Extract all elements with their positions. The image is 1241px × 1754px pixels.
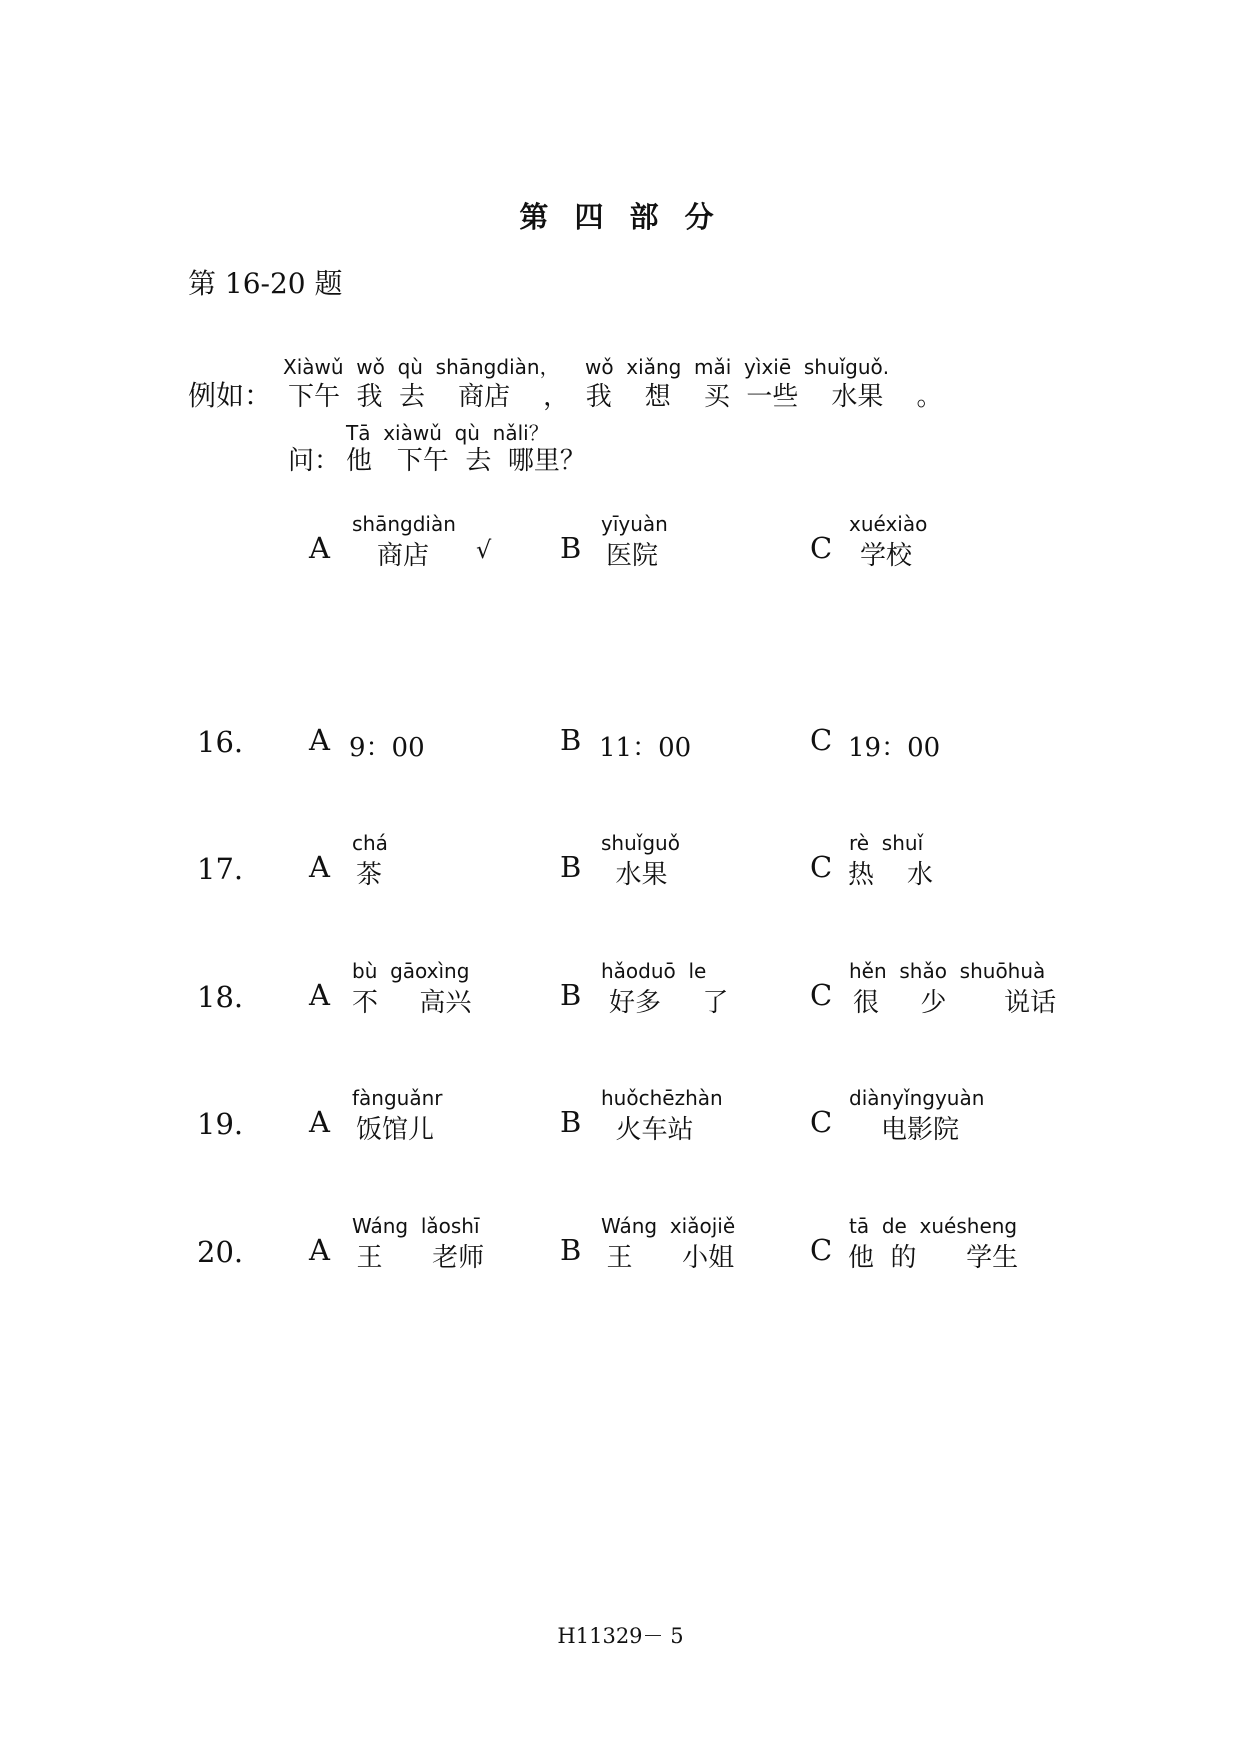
option-hanzi: 商店 bbox=[377, 541, 430, 571]
check-mark-icon: √ bbox=[476, 536, 492, 564]
option-pinyin: hěn shǎo shuōhuà bbox=[849, 959, 1046, 983]
option-pinyin: xuéxiào bbox=[849, 512, 928, 536]
option-pinyin: chá bbox=[352, 831, 388, 855]
option-letter: A bbox=[309, 1233, 330, 1267]
option-pinyin: shuǐguǒ bbox=[601, 831, 680, 855]
option-hanzi: 不 高兴 bbox=[352, 988, 472, 1018]
option-pinyin: shāngdiàn bbox=[352, 512, 456, 536]
option-hanzi: 9：00 bbox=[349, 733, 425, 763]
option-pinyin: diànyǐngyuàn bbox=[849, 1086, 985, 1110]
option-letter: A bbox=[309, 850, 330, 884]
example-question-label: 问： bbox=[288, 446, 341, 476]
question-number: 17. bbox=[197, 852, 244, 886]
question-number: 16. bbox=[197, 725, 244, 759]
example-label: 例如： bbox=[188, 379, 273, 412]
option-letter: B bbox=[560, 723, 582, 757]
option-pinyin: yīyuàn bbox=[601, 512, 668, 536]
question-number: 19. bbox=[197, 1107, 244, 1141]
option-hanzi: 很 少 说话 bbox=[853, 988, 1057, 1018]
section-label: 第 16-20 题 bbox=[188, 267, 343, 300]
option-letter: C bbox=[810, 723, 833, 757]
option-hanzi: 饭馆儿 bbox=[356, 1115, 435, 1145]
option-hanzi: 好多 了 bbox=[609, 988, 729, 1018]
example-sentence-pinyin: Xiàwǔ wǒ qù shāngdiàn， wǒ xiǎng mǎi yìxiē shuǐguǒ. bbox=[283, 355, 890, 379]
option-pinyin: fànguǎnr bbox=[352, 1086, 443, 1110]
option-letter: C bbox=[810, 1105, 833, 1139]
option-letter: A bbox=[309, 978, 330, 1012]
option-letter: B bbox=[560, 1105, 582, 1139]
option-hanzi: 王 小姐 bbox=[590, 1243, 735, 1273]
option-hanzi: 医院 bbox=[606, 541, 659, 571]
option-letter: B bbox=[560, 978, 582, 1012]
option-pinyin: tā de xuésheng bbox=[849, 1214, 1018, 1238]
example-question-hanzi: 他 下午 去 哪里？ bbox=[346, 446, 586, 476]
option-hanzi: 水果 bbox=[599, 860, 668, 890]
option-pinyin: hǎoduō le bbox=[601, 959, 707, 983]
option-letter: C bbox=[810, 978, 833, 1012]
option-letter: A bbox=[309, 723, 330, 757]
example-sentence-hanzi: 下午 我 去 商店 ， 我 想 买 一些 水果 。 bbox=[288, 382, 943, 412]
example-question-pinyin: Tā xiàwǔ qù nǎli？ bbox=[346, 421, 549, 445]
option-hanzi: 火车站 bbox=[599, 1115, 694, 1145]
option-hanzi: 电影院 bbox=[848, 1115, 960, 1145]
page-footer: H11329－ 5 bbox=[557, 1624, 684, 1648]
question-number: 18. bbox=[197, 980, 244, 1014]
page-title: 第 四 部 分 bbox=[519, 200, 722, 234]
option-letter: C bbox=[810, 531, 833, 565]
option-hanzi: 学校 bbox=[860, 541, 913, 571]
option-letter: A bbox=[309, 1105, 330, 1139]
option-letter: B bbox=[560, 1233, 582, 1267]
option-hanzi: 他 的 学生 bbox=[848, 1243, 1019, 1273]
option-hanzi: 茶 bbox=[356, 860, 383, 890]
option-pinyin: huǒchēzhàn bbox=[601, 1086, 723, 1110]
option-letter: C bbox=[810, 850, 833, 884]
option-pinyin: bù gāoxìng bbox=[352, 959, 470, 983]
option-hanzi: 19：00 bbox=[848, 733, 941, 763]
option-pinyin: rè shuǐ bbox=[849, 831, 924, 855]
option-pinyin: Wáng lǎoshī bbox=[352, 1214, 480, 1238]
option-hanzi: 王 老师 bbox=[340, 1243, 485, 1273]
question-number: 20. bbox=[197, 1235, 244, 1269]
option-hanzi: 热 水 bbox=[848, 860, 934, 890]
option-pinyin: Wáng xiǎojiě bbox=[601, 1214, 736, 1238]
option-letter: A bbox=[309, 531, 330, 565]
option-letter: B bbox=[560, 850, 582, 884]
option-hanzi: 11：00 bbox=[599, 733, 692, 763]
option-letter: B bbox=[560, 531, 582, 565]
option-letter: C bbox=[810, 1233, 833, 1267]
